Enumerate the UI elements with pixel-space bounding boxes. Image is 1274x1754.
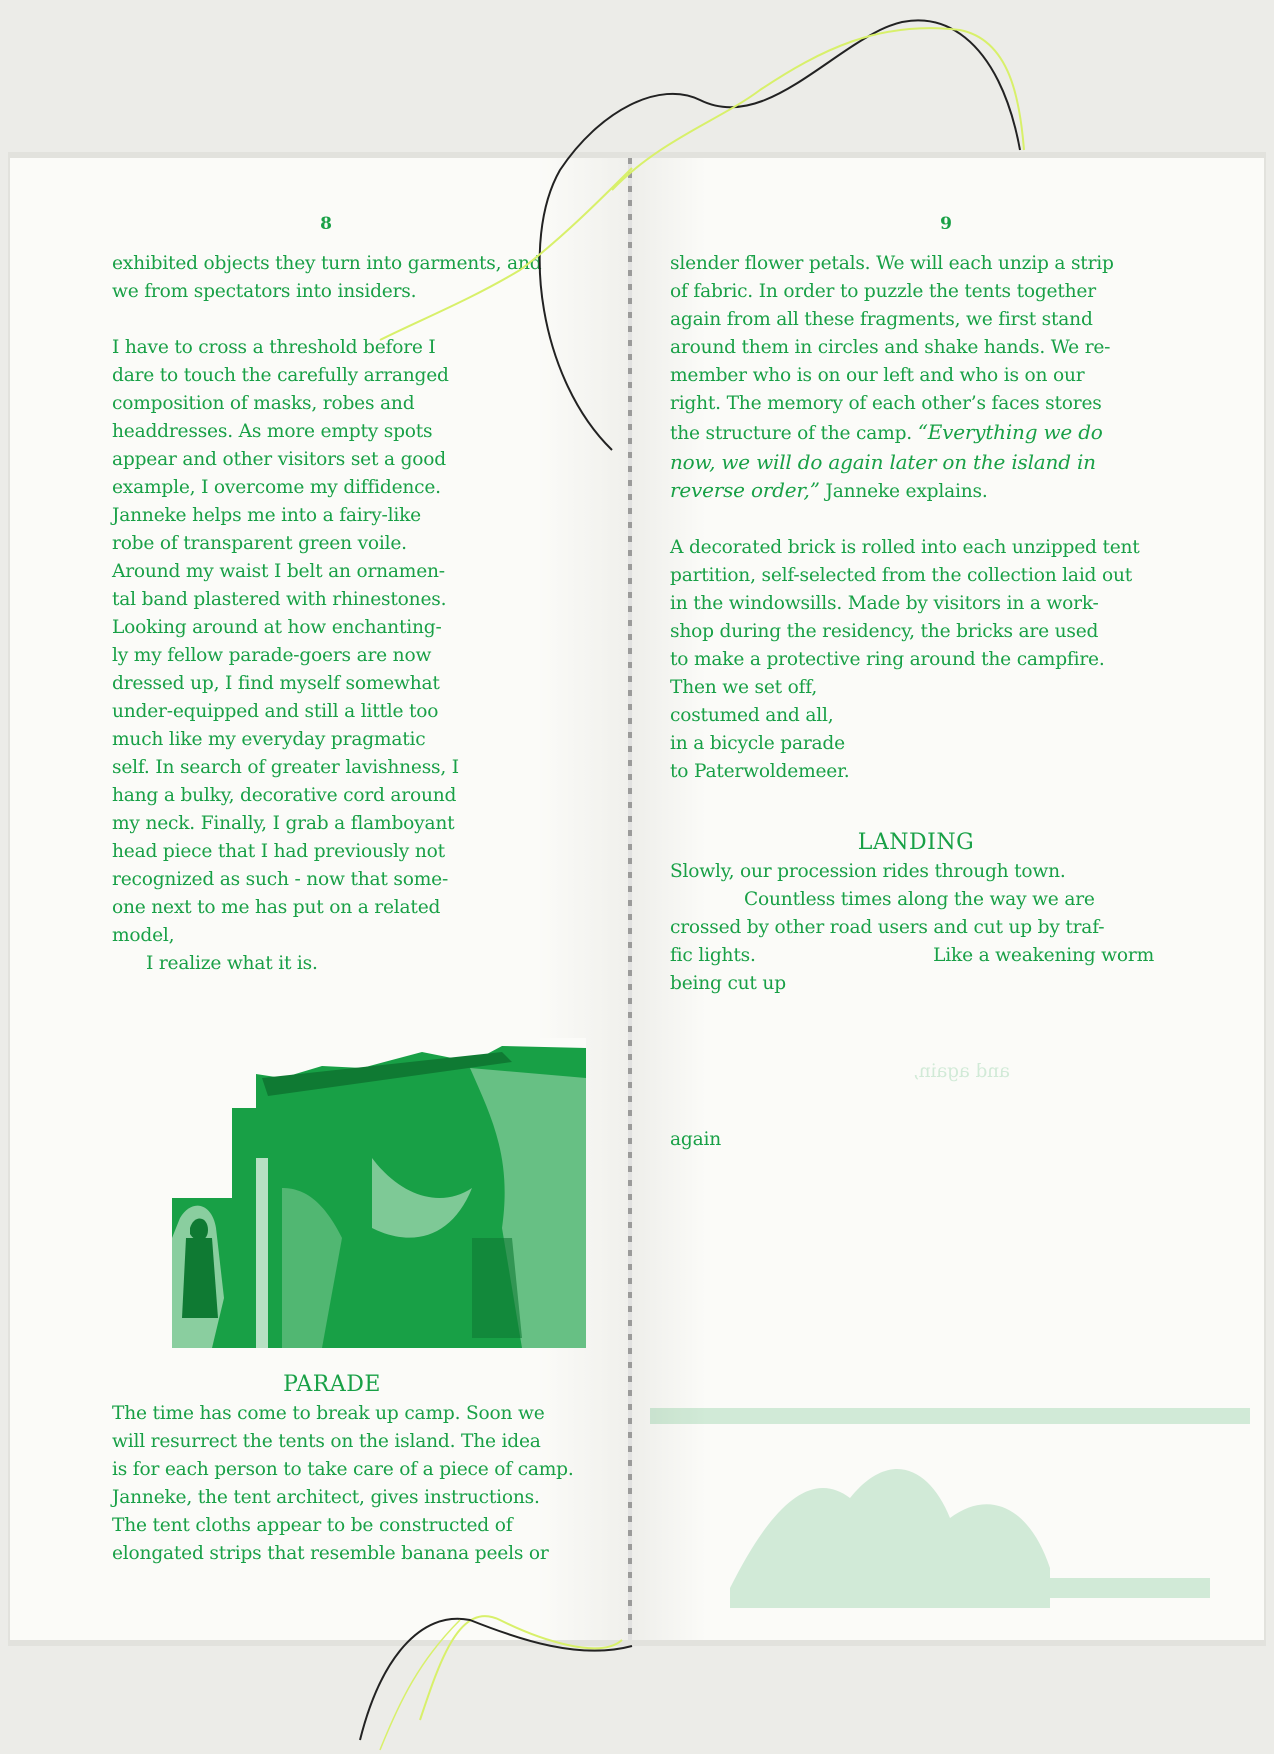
parade-photo (172, 1038, 586, 1348)
text-line: much like my everyday pragmatic (112, 729, 426, 750)
text-line: right. The memory of each other’s faces stores (670, 393, 1102, 414)
text-line: in a bicycle parade (670, 733, 845, 754)
text-line: my neck. Finally, I grab a flamboyant (112, 813, 455, 834)
text-line: shop during the residency, the bricks are used (670, 621, 1099, 642)
text-line: Janneke, the tent architect, gives instructions. (112, 1487, 540, 1508)
text-line: to make a protective ring around the campfire. (670, 649, 1105, 670)
text-line: The tent cloths appear to be constructed of (112, 1515, 513, 1536)
text-fragment: Janneke explains. (825, 481, 988, 502)
text-line: Then we set off, (670, 677, 818, 698)
text-line (670, 476, 1154, 506)
page-number-left: 8 (320, 214, 332, 234)
quote-fragment: reverse order,” (670, 478, 820, 502)
text-line: composition of masks, robes and (112, 393, 415, 414)
text-line: model, (112, 925, 175, 946)
text-line: ly my fellow parade-goers are now (112, 645, 432, 666)
text-line: to Paterwoldemeer. (670, 761, 850, 782)
text-line: will resurrect the tents on the island. The idea (112, 1431, 541, 1452)
show-through-image (650, 1408, 1250, 1608)
book-spine-stitching (628, 158, 632, 1640)
text-line: partition, self-selected from the collection laid out (670, 565, 1133, 586)
show-through-text: and again, (913, 1061, 1010, 1082)
text-line: hang a bulky, decorative cord around (112, 785, 457, 806)
text-line: A decorated brick is rolled into each unzipped tent (670, 537, 1140, 558)
text-line: appear and other visitors set a good (112, 449, 446, 470)
text-line: The time has come to break up camp. Soon we (112, 1403, 545, 1424)
page-number-right: 9 (940, 214, 952, 234)
text-line: I have to cross a threshold before I (112, 337, 436, 358)
text-line: being cut up (670, 973, 786, 994)
text-line: headdresses. As more empty spots (112, 421, 433, 442)
text-line (670, 418, 1154, 448)
left-body-text (112, 250, 594, 978)
text-line: we from spectators into insiders. (112, 281, 417, 302)
text-line: tal band plastered with rhinestones. (112, 589, 447, 610)
text-line: dare to touch the carefully arranged (112, 365, 449, 386)
text-line: Slowly, our procession rides through town. (670, 861, 1066, 882)
text-fragment: Like a weakening worm (933, 945, 1154, 966)
text-line: crossed by other road users and cut up by traf- (670, 917, 1105, 938)
text-line: slender flower petals. We will each unzip a strip (670, 253, 1114, 274)
text-line: self. In search of greater lavishness, I (112, 757, 459, 778)
text-line: Looking around at how enchanting- (112, 617, 442, 638)
text-line: member who is on our left and who is on our (670, 365, 1085, 386)
text-line: is for each person to take care of a piece of camp. (112, 1459, 574, 1480)
landing-text (670, 858, 1154, 998)
text-line: I realize what it is. (146, 953, 318, 974)
right-page (630, 158, 1264, 1640)
text-line: Countless times along the way we are (744, 889, 1095, 910)
text-line: head piece that I had previously not (112, 841, 445, 862)
text-fragment: the structure of the camp. (670, 423, 912, 444)
text-line: Around my waist I belt an ornamen- (112, 561, 445, 582)
text-line: again from all these fragments, we first stand (670, 309, 1093, 330)
text-line: robe of transparent green voile. (112, 533, 407, 554)
book-spread (10, 158, 1264, 1640)
quote-fragment: “Everything we do (917, 420, 1103, 444)
right-body-text (670, 250, 1154, 786)
left-page (10, 158, 630, 1640)
text-line: in the windowsills. Made by visitors in a work- (670, 593, 1099, 614)
text-line: under-equipped and still a little too (112, 701, 439, 722)
text-line: example, I overcome my diffidence. (112, 477, 441, 498)
again-word: again (670, 1129, 721, 1150)
text-line: costumed and all, (670, 705, 834, 726)
section-heading-parade: PARADE (283, 1372, 381, 1397)
text-line: of fabric. In order to puzzle the tents together (670, 281, 1096, 302)
text-line: elongated strips that resemble banana peels or (112, 1543, 549, 1564)
text-line: recognized as such - now that some- (112, 869, 449, 890)
text-line: one next to me has put on a related (112, 897, 441, 918)
section-heading-landing: LANDING (857, 830, 975, 855)
text-line: exhibited objects they turn into garments, and (112, 253, 542, 274)
text-line (670, 942, 1154, 970)
text-line: dressed up, I find myself somewhat (112, 673, 440, 694)
quote-line: now, we will do again later on the island in (670, 450, 1096, 474)
text-line: around them in circles and shake hands. We re- (670, 337, 1111, 358)
text-fragment: fic lights. (670, 945, 756, 966)
parade-text (112, 1400, 594, 1568)
text-line: Janneke helps me into a fairy-like (112, 505, 421, 526)
